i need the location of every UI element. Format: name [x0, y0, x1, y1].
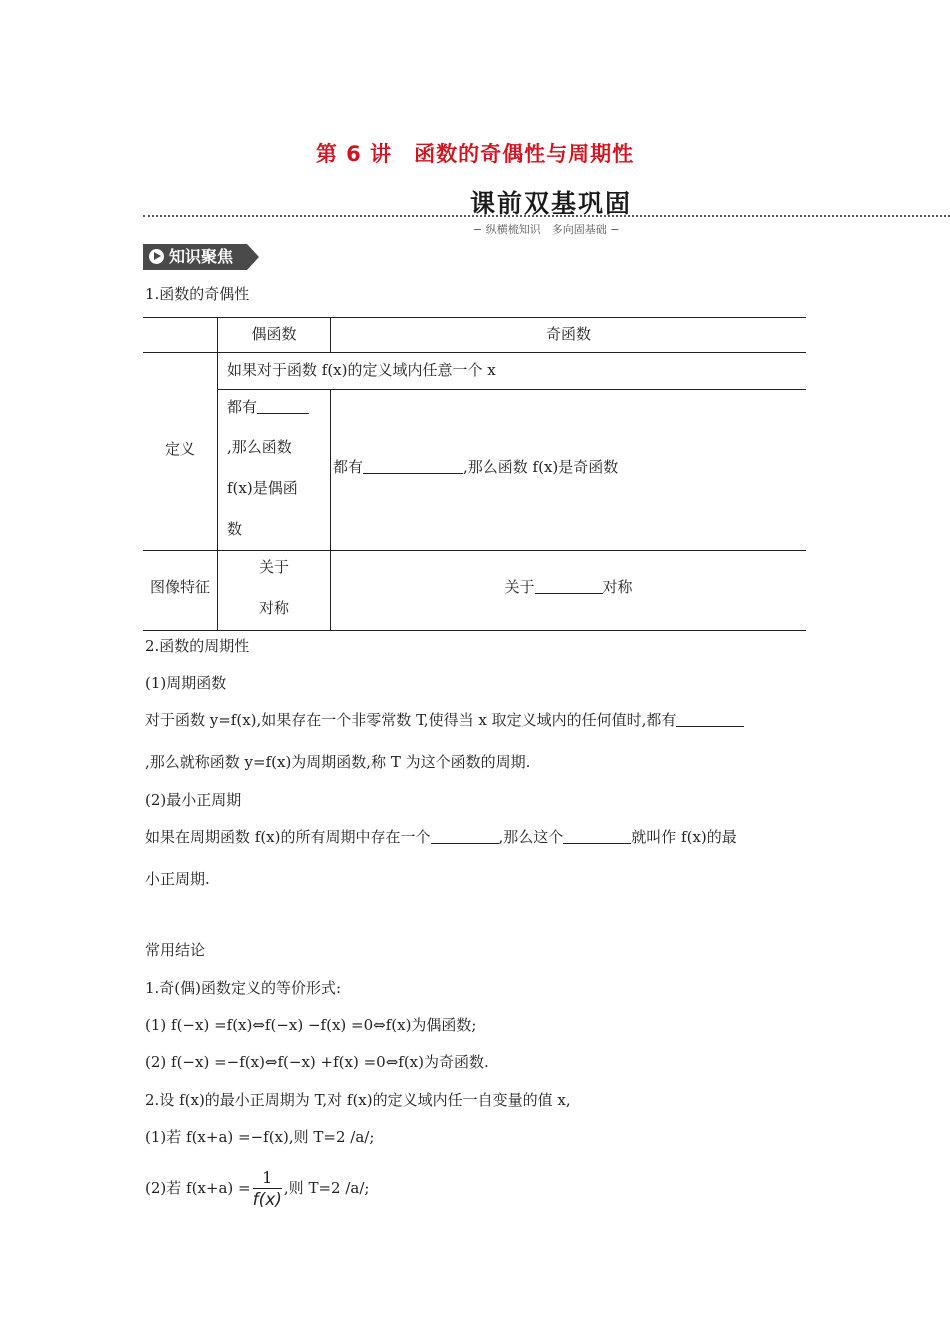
definition-common: 如果对于函数 f(x)的定义域内任意一个 x — [227, 361, 496, 379]
conclusion-1b: (2) f(−x) =−f(x)⇔f(−x) +f(x) =0⇔f(x)为奇函数. — [145, 1053, 489, 1071]
periodic-def-line2: ,那么就称函数 y=f(x)为周期函数,称 T 为这个函数的周期. — [145, 753, 531, 771]
periodic-def-blank[interactable] — [676, 712, 744, 727]
conclusion-2a: (1)若 f(x+a) =−f(x),则 T=2 /a/; — [145, 1128, 375, 1146]
even-def-line1 — [227, 397, 309, 417]
conclusion-2b-post: ,则 T=2 /a/; — [283, 1179, 370, 1197]
min-period-blank-2[interactable] — [563, 829, 631, 844]
even-def-blank[interactable] — [257, 399, 309, 414]
table-rule — [143, 317, 806, 318]
table-rule — [217, 317, 218, 630]
even-def-line3: f(x)是偶函 — [227, 479, 298, 497]
conclusion-1a: (1) f(−x) =f(x)⇔f(−x) −f(x) =0⇔f(x)为偶函数; — [145, 1016, 477, 1034]
fraction-numerator: 1 — [253, 1168, 282, 1189]
odd-graph — [331, 577, 806, 597]
subheading-periodic-function: (1)周期函数 — [145, 674, 227, 692]
odd-def-text-b: ,那么函数 f(x)是奇函数 — [463, 458, 619, 476]
conclusion-2b — [145, 1163, 369, 1213]
min-period-blank-1[interactable] — [431, 829, 499, 844]
dotted-divider — [143, 215, 950, 217]
table-rule — [143, 352, 806, 353]
col-header-odd: 奇函数 — [545, 325, 591, 343]
lecture-title: 第 6 讲 函数的奇偶性与周期性 — [315, 142, 635, 166]
min-period-line1 — [145, 827, 737, 847]
conclusions-heading: 常用结论 — [145, 941, 206, 959]
section-heading-periodicity: 2.函数的周期性 — [145, 637, 250, 655]
even-def-text: 都有 — [227, 398, 258, 416]
conclusion-1: 1.奇(偶)函数定义的等价形式: — [145, 979, 342, 997]
section-banner: 课前双基巩固 — [470, 189, 633, 218]
periodic-def-text-a: 对于函数 y=f(x),如果存在一个非零常数 T,使得当 x 取定义域内的任何值时,都有 — [145, 711, 677, 729]
section-heading-parity: 1.函数的奇偶性 — [145, 285, 250, 303]
conclusion-2: 2.设 f(x)的最小正周期为 T,对 f(x)的定义域内任一自变量的值 x, — [145, 1091, 571, 1109]
knowledge-badge — [143, 244, 247, 270]
col-header-even: 偶函数 — [251, 325, 297, 343]
min-period-text-a: 如果在周期函数 f(x)的所有周期中存在一个 — [145, 828, 431, 846]
odd-graph-text-b: 对称 — [602, 578, 633, 596]
odd-def-text-a: 都有 — [333, 458, 364, 476]
table-rule — [143, 630, 806, 631]
conclusion-2b-pre: (2)若 f(x+a) = — [145, 1179, 251, 1197]
play-icon — [149, 249, 164, 264]
table-rule — [143, 550, 806, 551]
odd-graph-blank[interactable] — [535, 579, 603, 594]
table-rule — [217, 389, 806, 390]
min-period-text-c: 就叫作 f(x)的最 — [631, 828, 737, 846]
row-label-definition: 定义 — [164, 440, 195, 458]
banner-subtitle: − 纵横梳知识 多向固基础 − — [473, 223, 620, 236]
even-def-line4: 数 — [227, 520, 243, 538]
badge-label: 知识聚焦 — [169, 247, 234, 266]
fraction-denominator: f(x) — [252, 1189, 282, 1210]
periodic-def-line1 — [145, 710, 744, 730]
odd-def — [333, 457, 618, 477]
odd-graph-text-a: 关于 — [504, 578, 535, 596]
even-graph-line1: 关于 — [258, 558, 289, 576]
min-period-line2: 小正周期. — [145, 870, 210, 888]
even-def-line2: ,那么函数 — [227, 438, 292, 456]
subheading-min-period: (2)最小正周期 — [145, 791, 242, 809]
row-label-graph: 图像特征 — [149, 578, 210, 596]
min-period-text-b: ,那么这个 — [498, 828, 564, 846]
odd-def-blank[interactable] — [363, 459, 463, 474]
even-graph-line2: 对称 — [258, 599, 289, 617]
fraction — [253, 1168, 282, 1211]
